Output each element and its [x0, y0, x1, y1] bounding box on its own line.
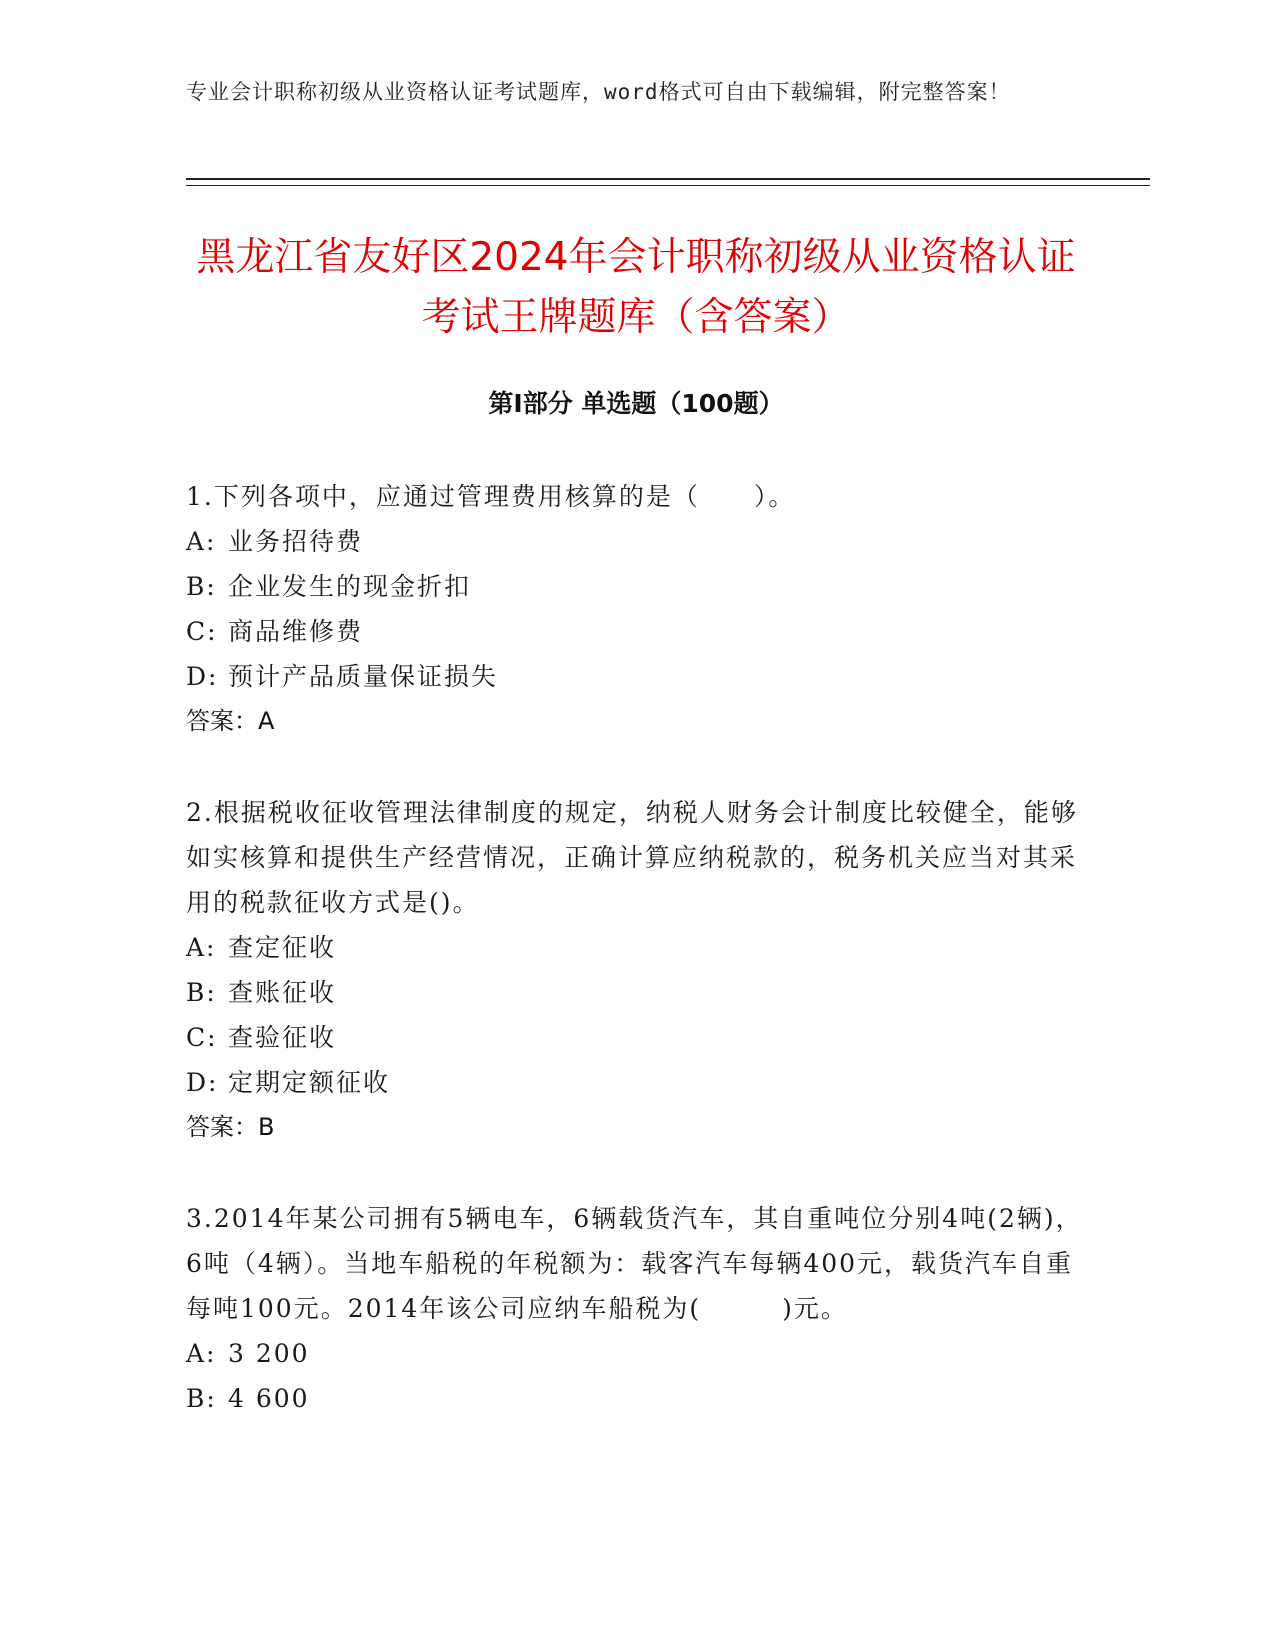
- question-stem: 2.根据税收征收管理法律制度的规定，纳税人财务会计制度比较健全，能够如实核算和提供生产经营情况，正确计算应纳税款的，税务机关应当对其采用的税款征收方式是()。: [186, 798, 1078, 917]
- option-letter: B:: [186, 978, 217, 1007]
- option-letter: B:: [186, 572, 217, 601]
- option-text: 查账征收: [228, 978, 337, 1007]
- option-text: 商品维修费: [228, 617, 364, 646]
- option-a: [186, 519, 1086, 564]
- option-c: [186, 1015, 1086, 1060]
- option-letter: C:: [186, 617, 218, 646]
- question-stem: 1.下列各项中，应通过管理费用核算的是（ ）。: [186, 482, 796, 511]
- option-d: [186, 654, 1086, 699]
- option-text: 预计产品质量保证损失: [228, 662, 499, 691]
- question-list: [186, 474, 1086, 1467]
- option-text: 业务招待费: [228, 527, 364, 556]
- question-2: [186, 790, 1086, 1150]
- option-letter: A:: [186, 1339, 217, 1368]
- header-divider-thick: [186, 178, 1150, 180]
- option-letter: B:: [186, 1384, 217, 1413]
- option-letter: C:: [186, 1023, 218, 1052]
- option-letter: A:: [186, 527, 217, 556]
- answer-line: 答案：B: [186, 1113, 275, 1141]
- option-letter: D:: [186, 662, 219, 691]
- option-text: 查定征收: [228, 933, 337, 962]
- option-b: [186, 1376, 1086, 1421]
- question-3: [186, 1196, 1086, 1421]
- option-d: [186, 1060, 1086, 1105]
- option-b: [186, 564, 1086, 609]
- header-note: 专业会计职称初级从业资格认证考试题库，word格式可自由下载编辑，附完整答案！: [186, 80, 1011, 104]
- option-text: 查验征收: [228, 1023, 337, 1052]
- option-b: [186, 970, 1086, 1015]
- option-text: 4 600: [228, 1384, 310, 1413]
- option-text: 企业发生的现金折扣: [228, 572, 472, 601]
- section-heading: 第Ⅰ部分 单选题（100题）: [488, 389, 784, 418]
- option-letter: D:: [186, 1068, 219, 1097]
- answer-line: 答案：A: [186, 707, 275, 735]
- option-letter: A:: [186, 933, 217, 962]
- header-divider-thin: [186, 185, 1150, 186]
- option-text: 3 200: [228, 1339, 310, 1368]
- question-stem: 3.2014年某公司拥有5辆电车，6辆载货汽车，其自重吨位分别4吨(2辆)，6吨（4辆）。当地车船税的年税额为：载客汽车每辆400元，载货汽车自重每吨100元。2014年该公司应纳车船税为( )元。: [186, 1204, 1083, 1323]
- option-c: [186, 609, 1086, 654]
- question-1: [186, 474, 1086, 744]
- option-a: [186, 1331, 1086, 1376]
- document-title: 黑龙江省友好区2024年会计职称初级从业资格认证考试王牌题库（含答案）: [196, 235, 1076, 340]
- option-a: [186, 925, 1086, 970]
- option-text: 定期定额征收: [228, 1068, 391, 1097]
